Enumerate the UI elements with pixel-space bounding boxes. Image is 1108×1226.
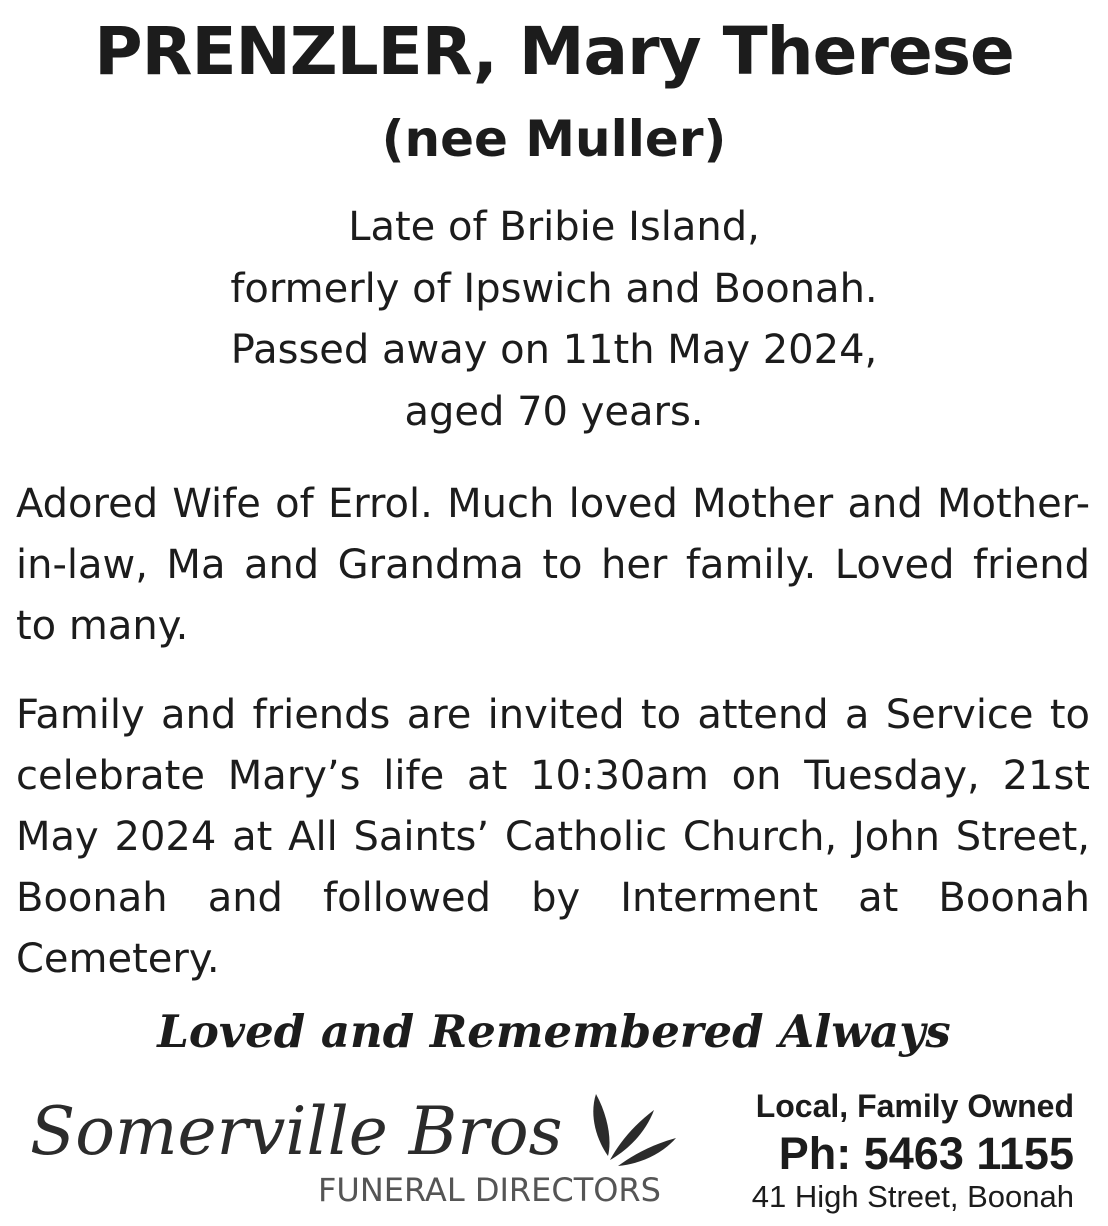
leaf-icon: [588, 1090, 680, 1170]
intro-line: Passed away on 11th May 2024,: [230, 327, 878, 373]
address: 41 High Street, Boonah: [751, 1179, 1074, 1214]
intro-line: Late of Bribie Island,: [348, 204, 760, 250]
logo-subtitle: FUNERAL DIRECTORS: [318, 1171, 661, 1209]
closing-line: Loved and Remembered Always: [157, 1005, 951, 1058]
family-paragraph: Adored Wife of Errol. Much loved Mother and Mother-in-law, Ma and Grandma to her family. Loved friend to many.: [16, 481, 1090, 649]
phone-number: Ph: 5463 1155: [778, 1128, 1074, 1179]
intro-line: aged 70 years.: [404, 388, 704, 435]
intro-line: formerly of Ipswich and Boonah.: [230, 265, 878, 312]
deceased-name: PRENZLER, Mary Therese: [94, 13, 1014, 90]
logo-name: Somerville Bros: [30, 1093, 563, 1170]
maiden-name: (nee Muller): [381, 110, 727, 168]
tagline: Local, Family Owned: [755, 1088, 1074, 1124]
intro-block: [0, 197, 1108, 443]
service-paragraph: Family and friends are invited to attend a Service to celebrate Mary’s life at 10:30am on Tuesday, 21st May 2024 at All Saints’ Catholic Church, John Street, Boonah and followed by Interment at Boonah Cemetery.: [16, 692, 1090, 982]
